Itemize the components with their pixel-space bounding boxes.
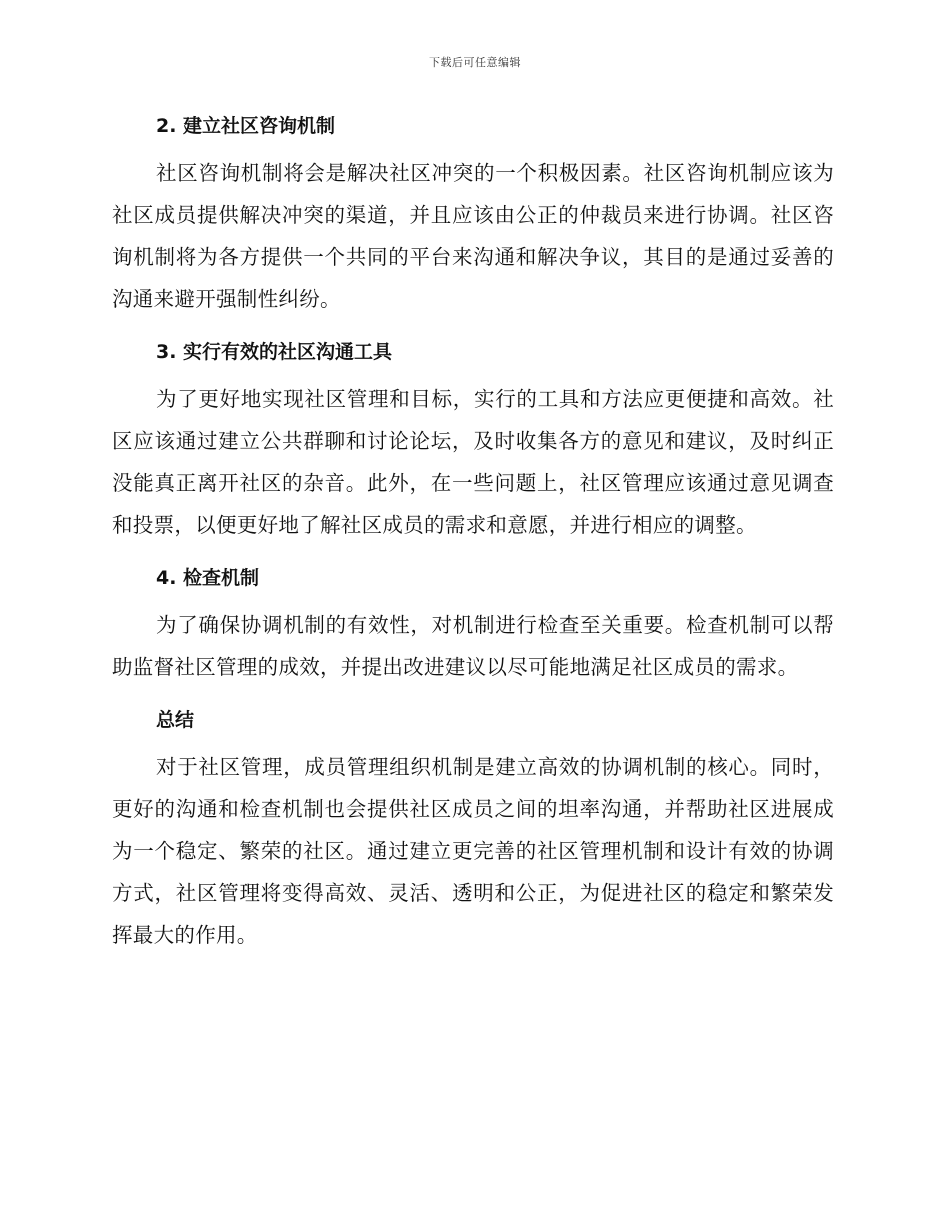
section-heading: 3. 实行有效的社区沟通工具 <box>156 341 393 363</box>
section-paragraph: 为了确保协调机制的有效性，对机制进行检查至关重要。检查机制可以帮助监督社区管理的成效，并提出改进建议以尽可能地满足社区成员的需求。 <box>112 613 834 679</box>
section-inspection <box>112 564 834 688</box>
document-body <box>112 112 834 974</box>
section-paragraph: 社区咨询机制将会是解决社区冲突的一个积极因素。社区咨询机制应该为社区成员提供解决冲突的渠道，并且应该由公正的仲裁员来进行协调。社区咨询机制将为各方提供一个共同的平台来沟通和解决争议，其目的是通过妥善的沟通来避开强制性纠纷。 <box>112 161 834 311</box>
section-communication-tools <box>112 338 834 546</box>
header-note: 下载后可任意编辑 <box>429 56 521 69</box>
section-consultation <box>112 112 834 320</box>
section-paragraph: 对于社区管理，成员管理组织机制是建立高效的协调机制的核心。同时，更好的沟通和检查机制也会提供社区成员之间的坦率沟通，并帮助社区进展成为一个稳定、繁荣的社区。通过建立更完善的社区管理机制和设计有效的协调方式，社区管理将变得高效、灵活、透明和公正，为促进社区的稳定和繁荣发挥最大的作用。 <box>112 755 834 947</box>
section-paragraph: 为了更好地实现社区管理和目标，实行的工具和方法应更便捷和高效。社区应该通过建立公共群聊和讨论论坛，及时收集各方的意见和建议，及时纠正没能真正离开社区的杂音。此外，在一些问题上，社区管理应该通过意见调查和投票，以便更好地了解社区成员的需求和意愿，并进行相应的调整。 <box>112 387 834 537</box>
section-heading: 2. 建立社区咨询机制 <box>156 115 336 137</box>
section-heading: 4. 检查机制 <box>156 567 260 589</box>
section-heading: 总结 <box>156 709 195 731</box>
section-summary <box>112 706 834 956</box>
